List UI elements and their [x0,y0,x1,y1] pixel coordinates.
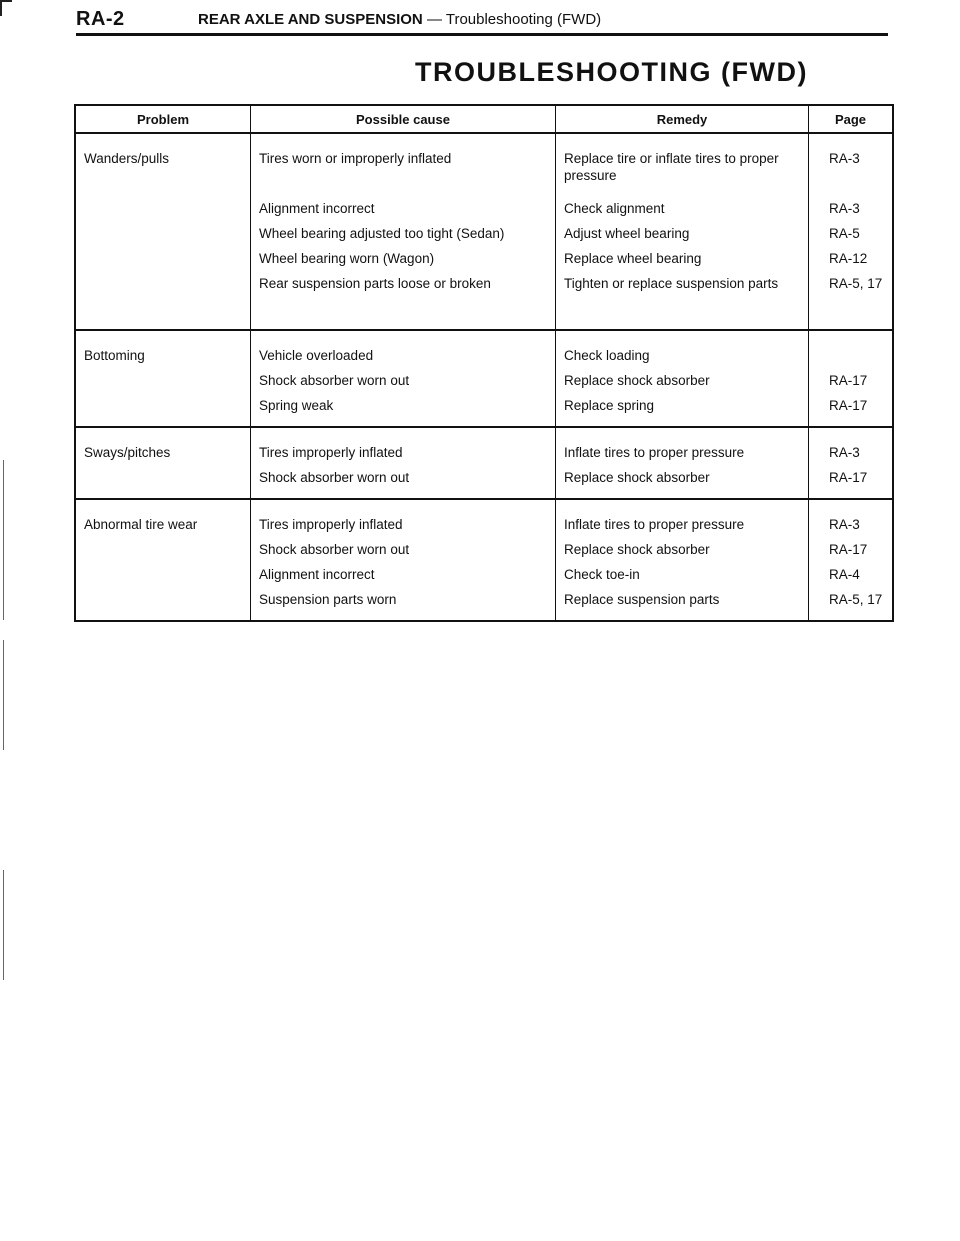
table-row [75,133,893,330]
cause-cell [251,499,556,621]
section-name: REAR AXLE AND SUSPENSION [198,11,423,28]
remedy-cell [556,133,809,330]
cause-line: Wheel bearing adjusted too tight (Sedan) [259,226,505,241]
cause-cell [251,427,556,499]
page-cell [809,427,894,499]
problem-cell [75,133,251,330]
page-title: TROUBLESHOOTING (FWD) [415,57,808,87]
problem-cell [75,427,251,499]
cause-cell [251,133,556,330]
header-page: Page [809,105,894,133]
remedy-line: Inflate tires to proper pressure [564,445,745,460]
cause-line: Shock absorber worn out [259,373,410,388]
running-title [198,11,601,28]
cause-line: Tires worn or improperly inflated [259,151,452,166]
cause-line: Wheel bearing worn (Wagon) [259,251,435,266]
header-remedy: Remedy [556,105,809,133]
remedy-line: Check toe-in [564,567,640,582]
page-ref: RA-5, 17 [829,276,883,291]
table-row [75,499,893,621]
table-header-row [75,105,893,133]
page-ref: RA-5 [829,226,860,241]
remedy-line: Replace shock absorber [564,542,710,557]
page-cell [809,330,894,427]
page-ref: RA-17 [829,398,868,413]
table-row [75,427,893,499]
remedy-line [564,275,808,317]
remedy-cell [556,427,809,499]
page-ref: RA-17 [829,542,868,557]
page-code: RA-2 [76,8,125,30]
title-separator: — [426,11,442,28]
remedy-line: Replace wheel bearing [564,251,702,266]
problem-cell [75,499,251,621]
scan-artifact-line [3,640,4,750]
remedy-cell [556,330,809,427]
cause-line: Shock absorber worn out [259,470,410,485]
page-ref: RA-12 [829,251,868,266]
page-ref: RA-4 [829,567,860,582]
remedy-line: Replace shock absorber [564,470,710,485]
remedy-line: Inflate tires to proper pressure [564,517,745,532]
page-ref: RA-17 [829,470,868,485]
scan-corner-mark [0,0,12,16]
cause-cell [251,330,556,427]
scan-artifact-line [3,870,4,980]
remedy-text: Tighten or replace suspension parts [564,276,779,291]
page-ref: RA-17 [829,373,868,388]
page-ref: RA-3 [829,445,860,460]
page-header [76,8,888,36]
page-ref: RA-3 [829,517,860,532]
remedy-line: Check alignment [564,201,665,216]
cause-line: Vehicle overloaded [259,348,374,363]
cause-line: Alignment incorrect [259,201,375,216]
cause-line: Spring weak [259,398,334,413]
remedy-line: Replace suspension parts [564,592,720,607]
remedy-line: Adjust wheel bearing [564,226,690,241]
problem-text: Bottoming [84,348,145,363]
remedy-cell [556,499,809,621]
remedy-line [564,150,808,192]
page-ref: RA-3 [829,201,860,216]
cause-line: Suspension parts worn [259,592,397,607]
cause-line: Alignment incorrect [259,567,375,582]
page-cell [809,499,894,621]
remedy-text: Replace tire or inflate tires to proper pressure [564,151,779,183]
page-ref: RA-3 [829,151,860,166]
problem-text: Wanders/pulls [84,151,170,166]
scan-artifact-line [3,460,4,620]
troubleshooting-table [74,104,894,622]
problem-text: Abnormal tire wear [84,517,198,532]
problem-cell [75,330,251,427]
header-rule [76,33,888,36]
remedy-line: Check loading [564,348,650,363]
subsection-name: Troubleshooting (FWD) [445,11,602,28]
cause-line: Tires improperly inflated [259,445,403,460]
header-problem: Problem [75,105,251,133]
cause-line: Rear suspension parts loose or broken [259,276,491,291]
remedy-line: Replace shock absorber [564,373,710,388]
cause-line: Shock absorber worn out [259,542,410,557]
cause-line: Tires improperly inflated [259,517,403,532]
page-cell [809,133,894,330]
table-row [75,330,893,427]
header-possible-cause: Possible cause [251,105,556,133]
remedy-line: Replace spring [564,398,655,413]
problem-text: Sways/pitches [84,445,171,460]
page-ref: RA-5, 17 [829,592,883,607]
page-ref [829,347,892,364]
